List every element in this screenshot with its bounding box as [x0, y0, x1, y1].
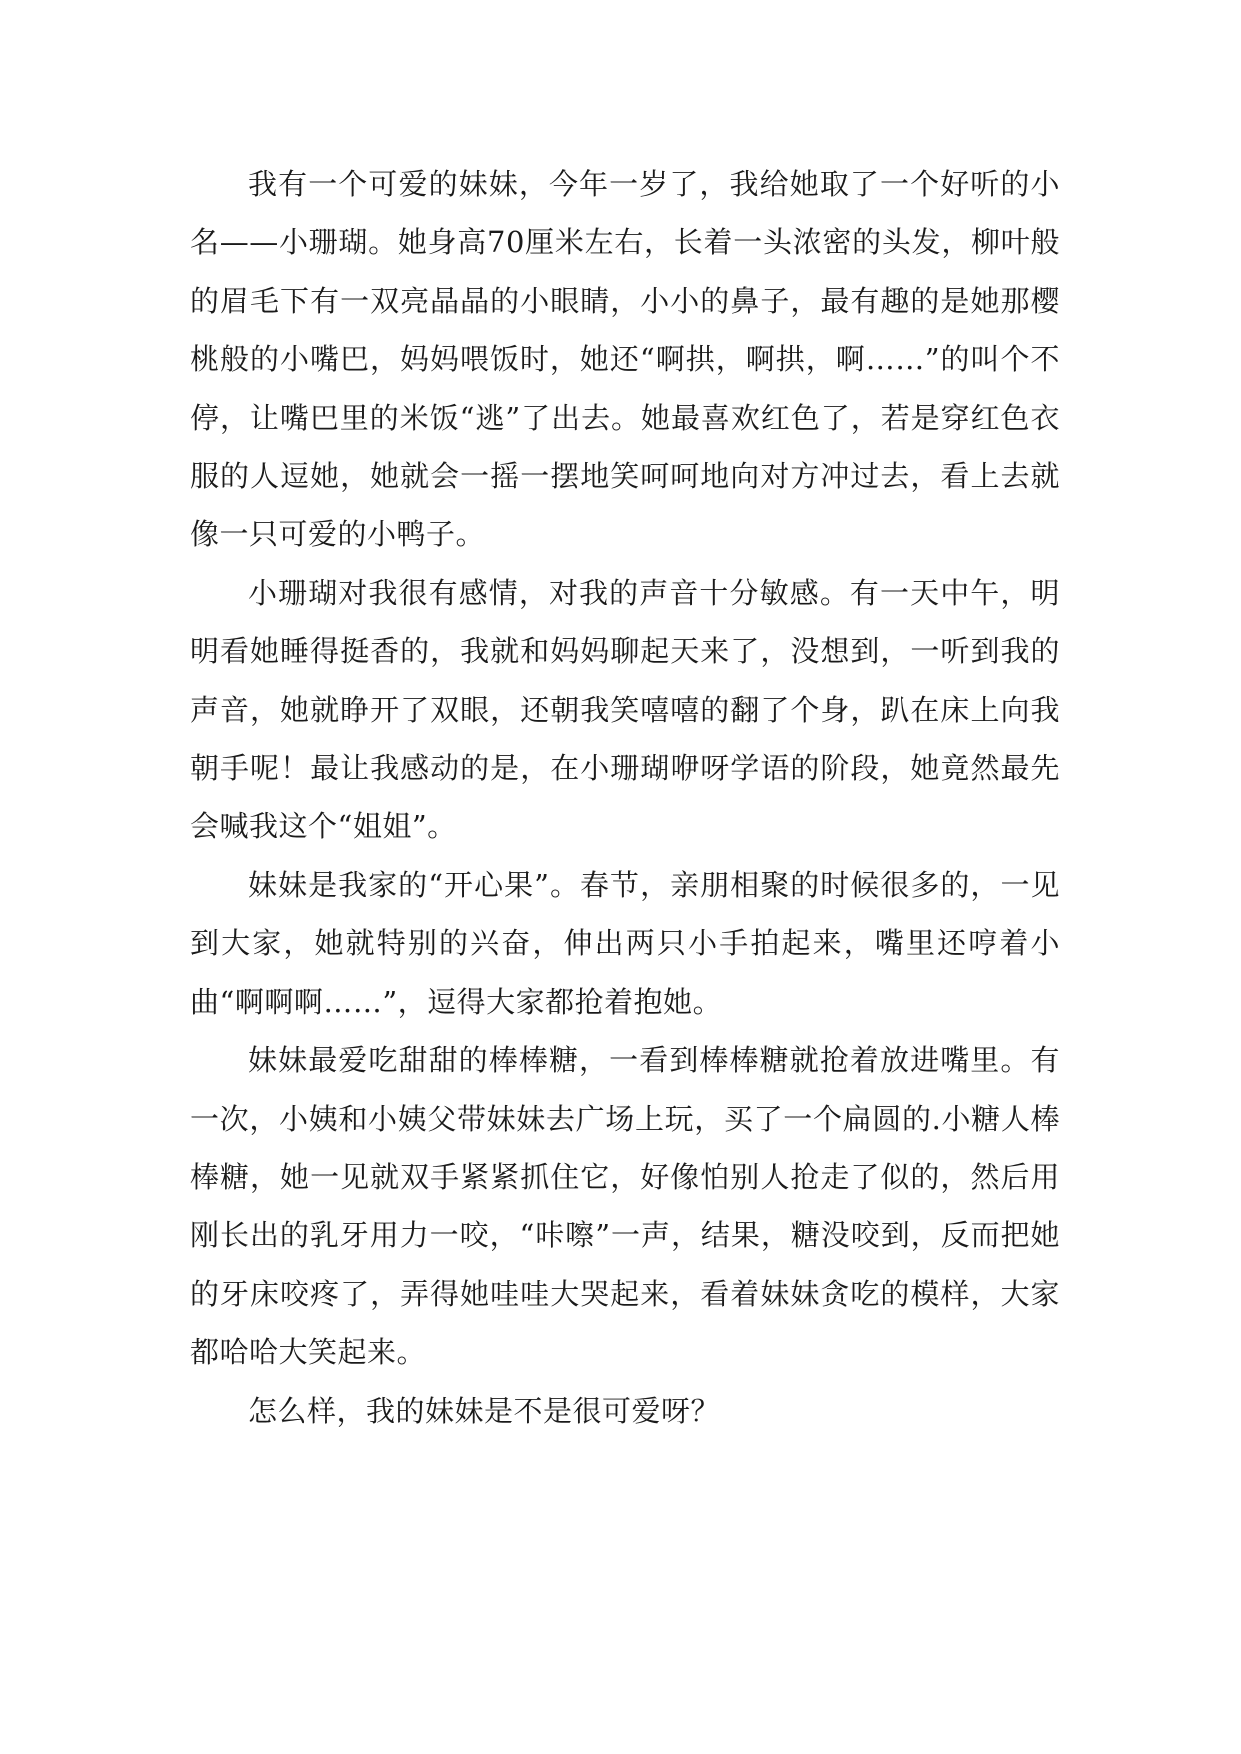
- document-body: [190, 155, 1060, 1575]
- paragraph-2: 小珊瑚对我很有感情，对我的声音十分敏感。有一天中午，明明看她睡得挺香的，我就和妈妈聊起天来了，没想到，一听到我的声音，她就睁开了双眼，还朝我笑嘻嘻的翻了个身，趴在床上向我朝手呢！最让我感动的是，在小珊瑚咿呀学语的阶段，她竟然最先会喊我这个“姐姐”。: [190, 575, 1060, 844]
- paragraph-3: 妹妹是我家的“开心果”。春节，亲朋相聚的时候很多的，一见到大家，她就特别的兴奋，伸出两只小手拍起来，嘴里还哼着小曲“啊啊啊……”，逗得大家都抢着抱她。: [190, 867, 1060, 1019]
- paragraph-4: 妹妹最爱吃甜甜的棒棒糖，一看到棒棒糖就抢着放进嘴里。有一次，小姨和小姨父带妹妹去广场上玩，买了一个扁圆的.小糖人棒棒糖，她一见就双手紧紧抓住它，好像怕别人抢走了似的，然后用刚长出的乳牙用力一咬，“咔嚓”一声，结果，糖没咬到，反而把她的牙床咬疼了，弄得她哇哇大哭起来，看着妹妹贪吃的模样，大家都哈哈大笑起来。: [190, 1043, 1060, 1370]
- paragraph-5: 怎么样，我的妹妹是不是很可爱呀？: [248, 1393, 721, 1428]
- paragraph-1: 我有一个可爱的妹妹，今年一岁了，我给她取了一个好听的小名——小珊瑚。她身高70厘米左右，长着一头浓密的头发，柳叶般的眉毛下有一双亮晶晶的小眼睛，小小的鼻子，最有趣的是她那樱桃般的小嘴巴，妈妈喂饭时，她还“啊拱，啊拱，啊……”的叫个不停，让嘴巴里的米饭“逃”了出去。她最喜欢红色了，若是穿红色衣服的人逗她，她就会一摇一摆地笑呵呵地向对方冲过去，看上去就像一只可爱的小鸭子。: [190, 167, 1060, 552]
